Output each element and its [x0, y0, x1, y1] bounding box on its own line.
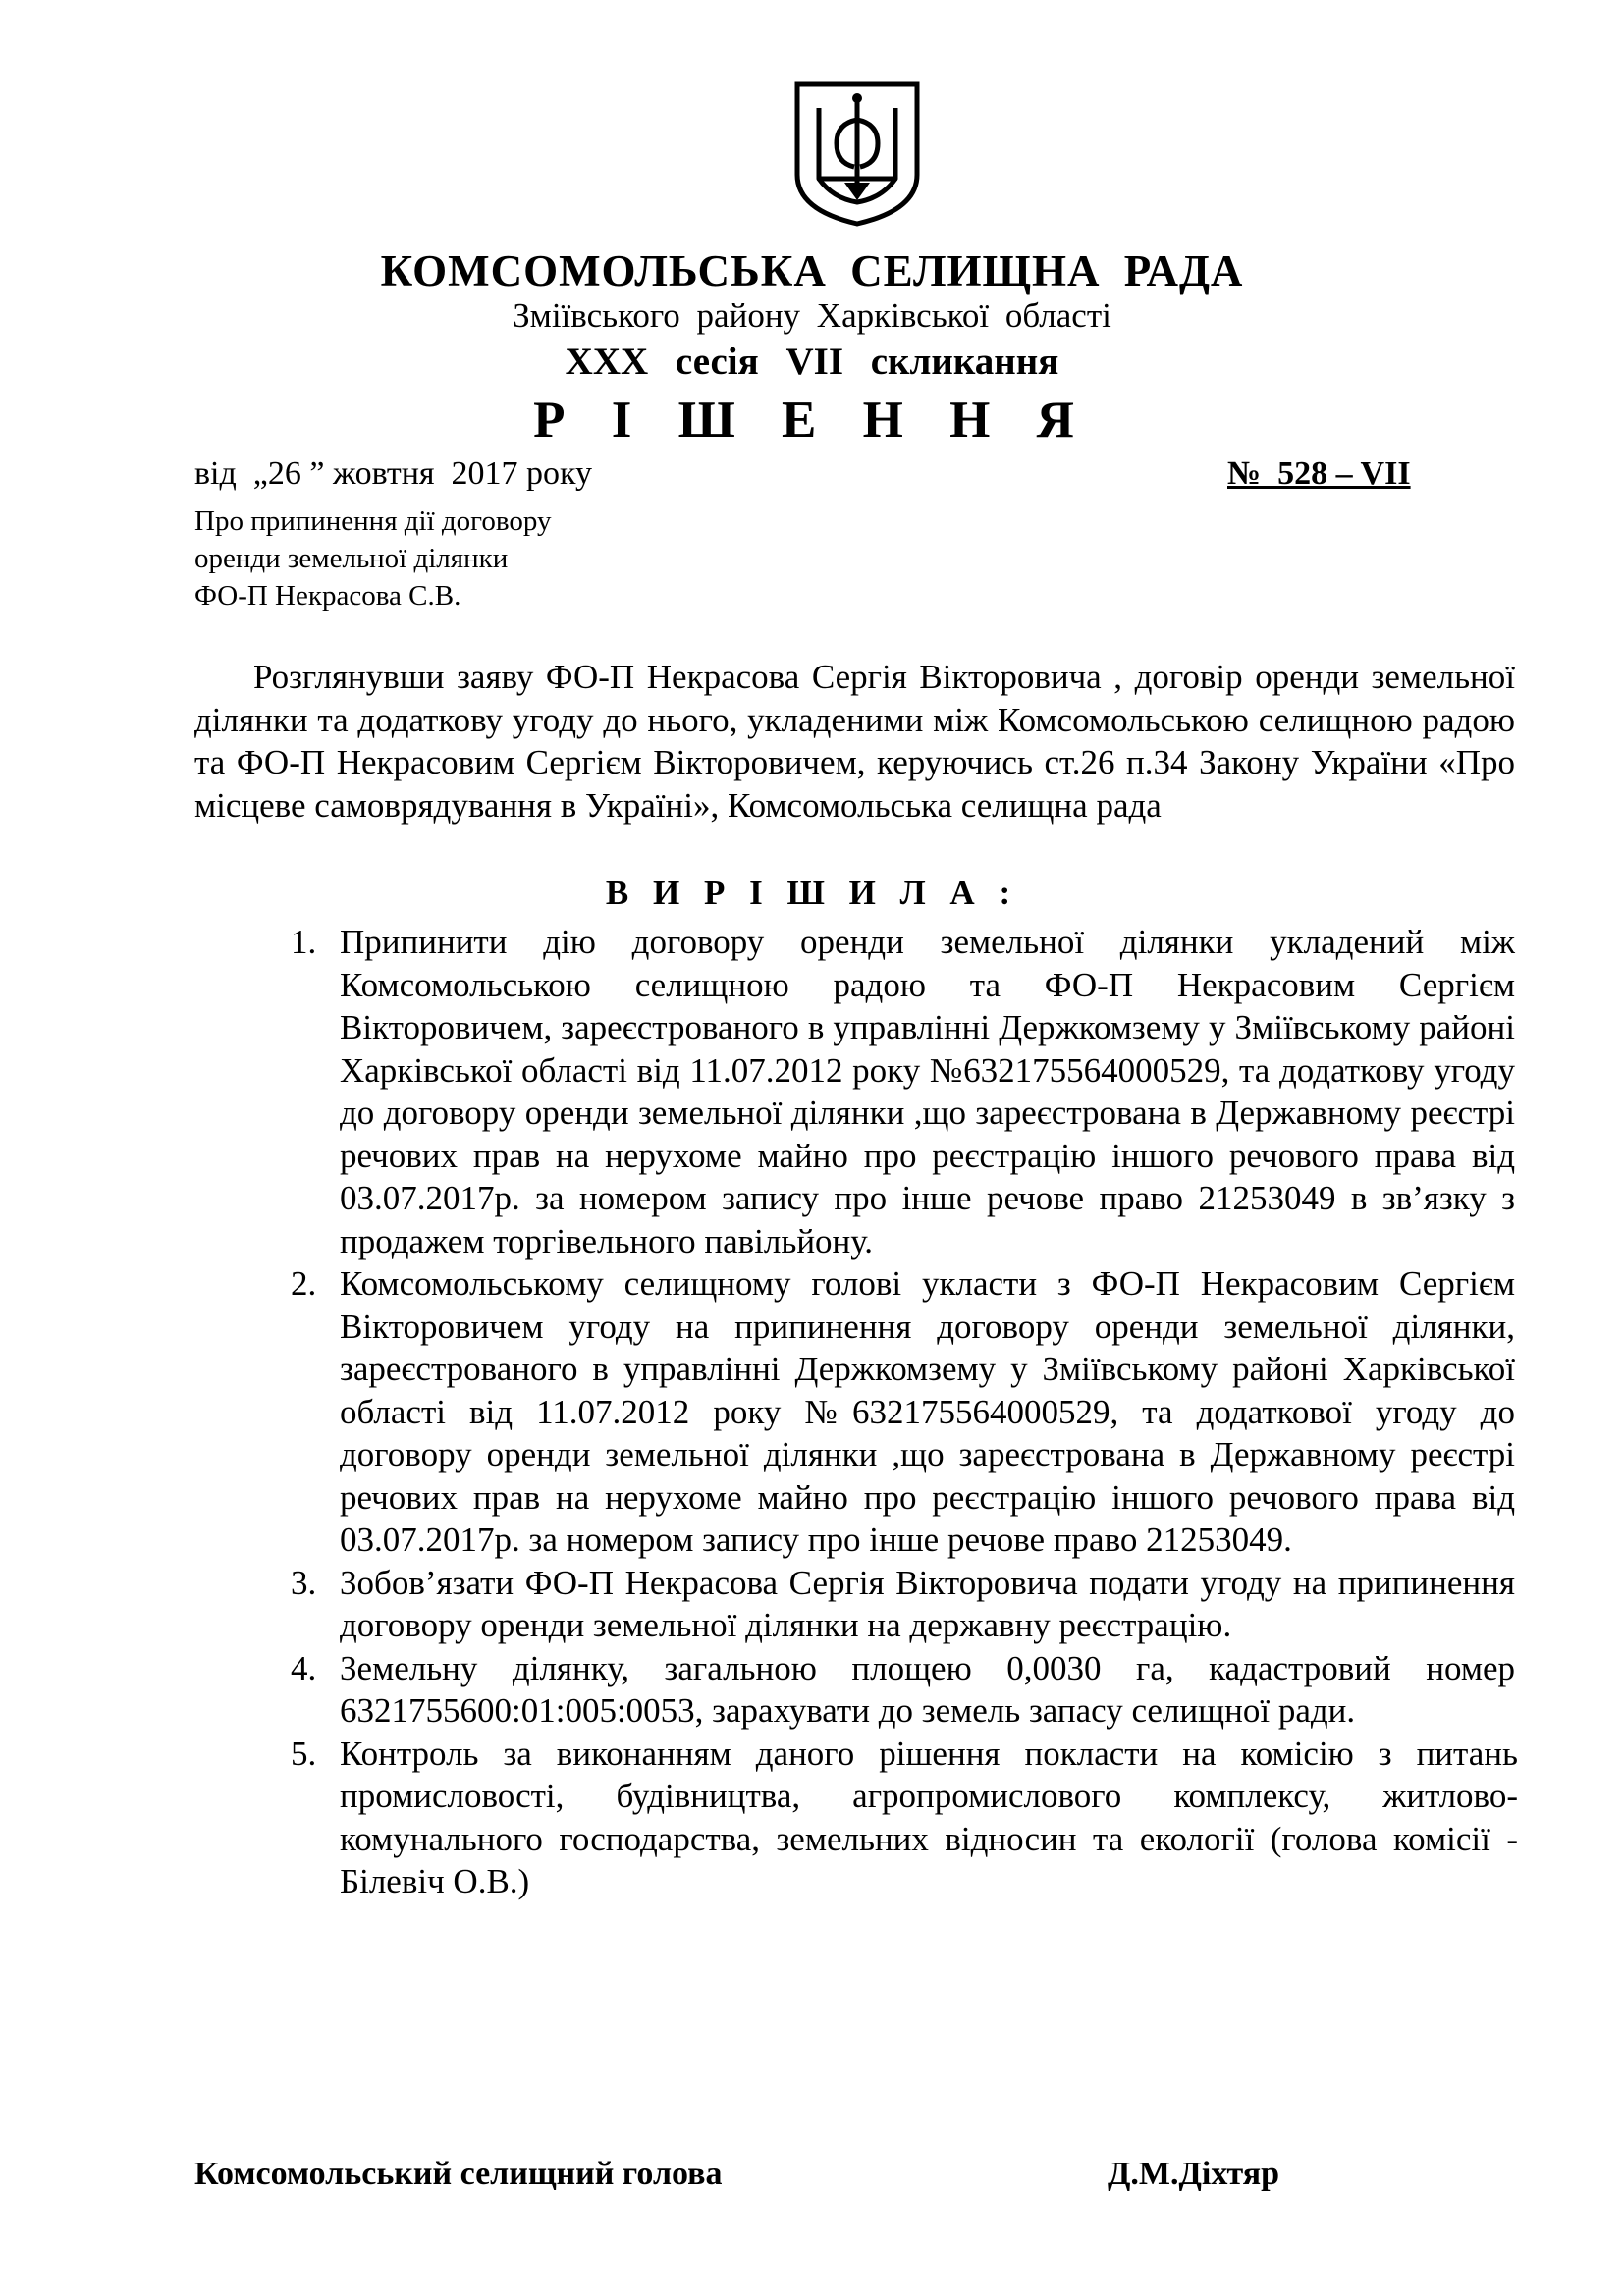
- subject-line: ФО-П Некрасова С.В.: [194, 580, 461, 612]
- item-number: 2.: [291, 1264, 317, 1303]
- subject-line: оренди земельної ділянки: [194, 543, 509, 574]
- decided-heading: В И Р І Ш И Л А :: [605, 874, 1019, 912]
- decision-items-list: [291, 921, 1518, 1903]
- list-item: [291, 1262, 1515, 1562]
- list-item: [291, 1562, 1515, 1647]
- preamble-paragraph: Розглянувши заяву ФО-П Некрасова Сергія Вікторовича , договір оренди земельної ділянки та додаткову угоду до нього, укладеними між Комсомольською селищною радою та ФО-П Некрасовим Сергієм Вікторовичем, керуючись ст.26 п.34 Закону України «Про місцеве самоврядування в Україні», Комсомольська селищна рада: [194, 658, 1515, 825]
- item-number: 3.: [291, 1563, 317, 1602]
- signatory-name: Д.М.Діхтяр: [1108, 2156, 1280, 2192]
- list-item: [291, 921, 1515, 1262]
- coat-of-arms-icon: [793, 80, 921, 228]
- signatory-position: Комсомольський селищний голова: [194, 2156, 723, 2192]
- item-text: Земельну ділянку, загальною площею 0,0030 га, кадастровий номер 6321755600:01:005:0053, зарахувати до земель запасу селищної ради.: [340, 1648, 1515, 1730]
- session-line: ХХХ сесія VІІ скликання: [565, 341, 1059, 383]
- decision-date: від „26 ” жовтня 2017 року: [194, 455, 593, 492]
- document-heading: Р І Ш Е Н Н Я: [533, 392, 1091, 449]
- subject-line: Про припинення дії договору: [194, 506, 552, 537]
- item-number: 5.: [291, 1734, 317, 1773]
- decision-number: № 528 – VІІ: [1227, 455, 1411, 492]
- item-text: Контроль за виконанням даного рішення покласти на комісію з питань промисловості, будівництва, агропромислового комплексу, житлово-комунального господарства, земельних відносин та екології (голова комісії - Білевіч О.В.): [340, 1734, 1518, 1900]
- council-name: КОМСОМОЛЬСЬКА СЕЛИЩНА РАДА: [380, 246, 1244, 295]
- item-number: 4.: [291, 1648, 317, 1687]
- list-item: [291, 1647, 1515, 1733]
- list-item: [291, 1733, 1518, 1903]
- item-text: Припинити дію договору оренди земельної ділянки укладений між Комсомольською селищною радою та ФО-П Некрасовим Сергієм Вікторовичем, зареєстрованого в управлінні Держкомзему у Зміївському районі Харківської області від 11.07.2012 року №632175564000529, та додаткову угоду до договору оренди земельної ділянки ,що зареєстрована в Державному реєстрі речових прав на нерухоме майно про реєстрацію іншого речового права від 03.07.2017р. за номером запису про інше речове право 21253049 в зв’язку з продажем торгівельного павільйону.: [340, 923, 1515, 1260]
- district-line: Зміївського району Харківської області: [513, 296, 1111, 335]
- item-text: Комсомольському селищному голові укласти з ФО-П Некрасовим Сергієм Вікторовичем угоду на припинення договору оренди земельної ділянки, зареєстрованого в управлінні Держкомзему у Зміївському районі Харківської області від 11.07.2012 року №632175564000529, та додаткової угоду до договору оренди земельної ділянки ,що зареєстрована в Державному реєстрі речових прав на нерухоме майно про реєстрацію іншого речового права від 03.07.2017р. за номером запису про інше речове право 21253049.: [340, 1264, 1515, 1559]
- item-number: 1.: [291, 923, 317, 961]
- item-text: Зобов’язати ФО-П Некрасова Сергія Вікторовича подати угоду на припинення договору оренди земельної ділянки на державну реєстрацію.: [340, 1563, 1515, 1644]
- decision-subject: [194, 503, 551, 614]
